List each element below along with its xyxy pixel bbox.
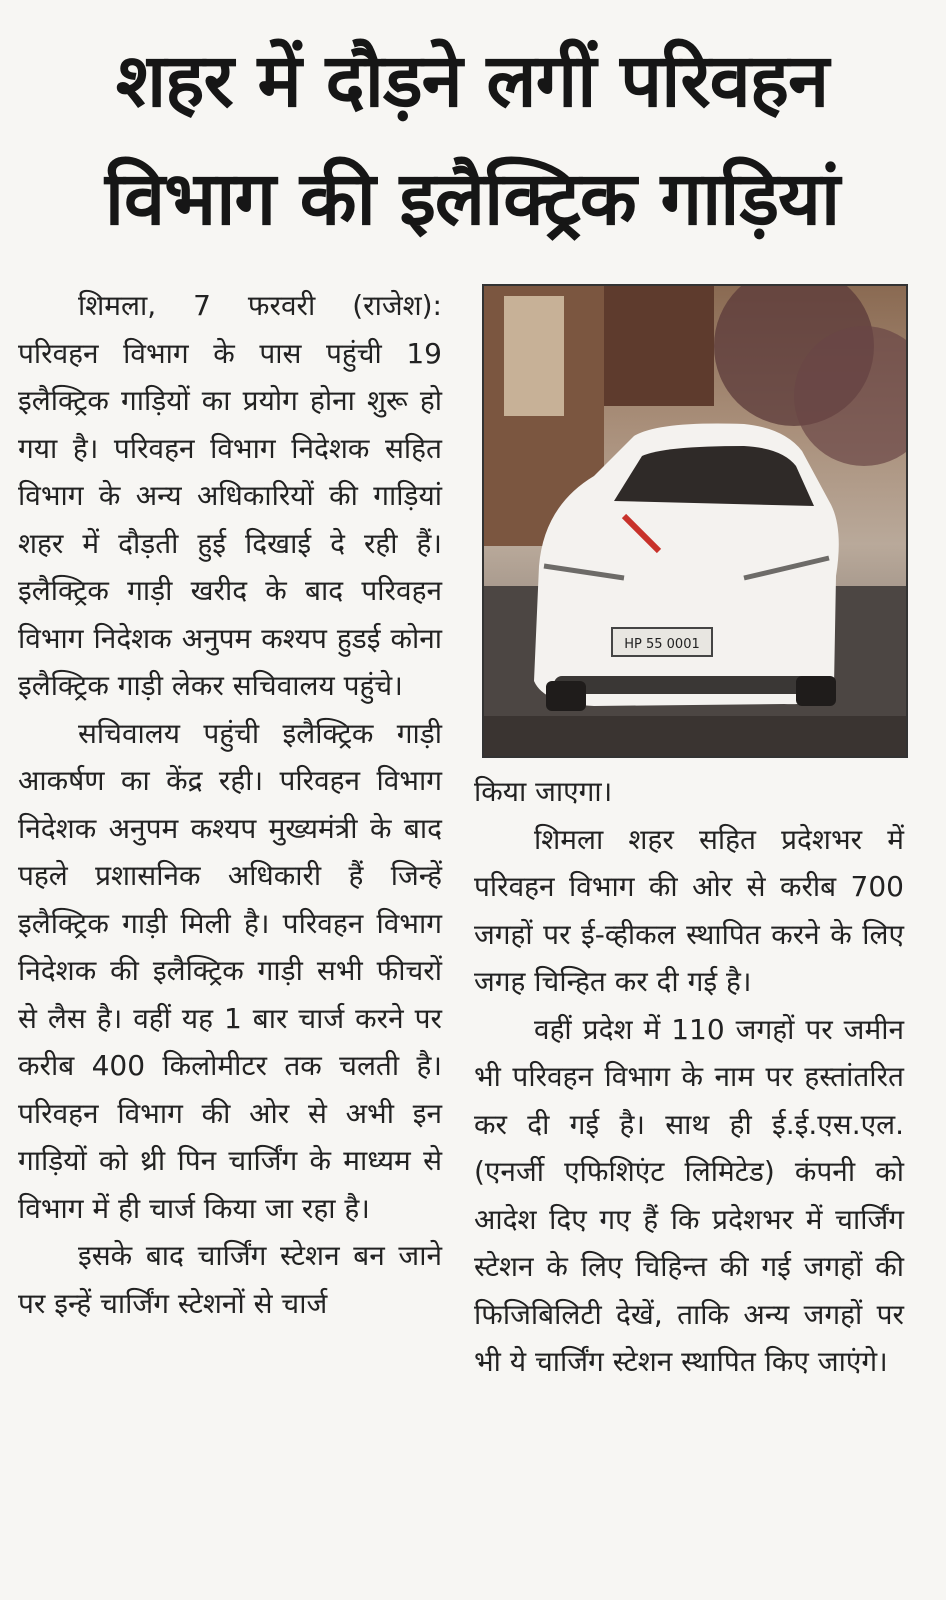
- paragraph-1-text: परिवहन विभाग के पास पहुंची 19 इलैक्ट्रिक गाड़ियों का प्रयोग होना शुरू हो गया है। परिवहन विभाग निदेशक सहित विभाग के अन्य अधिकारियों की गाड़ियां शहर में दौड़ती हुई दिखाई दे रही हैं। इलैक्ट्रिक गाड़ी खरीद के बाद परिवहन विभाग निदेशक अनुपम कश्यप हुडई कोना इलैक्ट्रिक गाड़ी लेकर सचिवालय पहुंचे।: [18, 336, 442, 702]
- article-paragraph-1: [18, 282, 442, 710]
- headline: [16, 22, 928, 258]
- wheel-left: [546, 681, 586, 711]
- headline-line-1: शहर में दौड़ने लगीं परिवहन: [115, 38, 829, 124]
- article-paragraph-5: वहीं प्रदेश में 110 जगहों पर जमीन भी परिवहन विभाग के नाम पर हस्तांतरित कर दी गई है। साथ ही ई.ई.एस.एल.(एनर्जी एफिशिएंट लिमिटेड) कंपनी को आदेश दिए गए हैं कि प्रदेशभर में चार्जिंग स्टेशन के लिए चिहिन्त की गई जगहों की फिजिबिलिटी देखें, ताकि अन्य जगहों पर भी ये चार्जिंग स्टेशन स्थापित किए जाएंगे।: [474, 1012, 904, 1378]
- headline-line-2: विभाग की इलैक्ट्रिक गाड़ियां: [104, 156, 840, 242]
- dateline: शिमला, 7 फरवरी (राजेश):: [78, 289, 442, 322]
- article-paragraph-3-continued: किया जाएगा।: [474, 775, 613, 808]
- article-column-left: [18, 282, 442, 1327]
- article-paragraph-4: शिमला शहर सहित प्रदेशभर में परिवहन विभाग की ओर से करीब 700 जगहों पर ई-व्हीकल स्थापित करने के लिए जगह चिन्हित कर दी गई है।: [474, 822, 904, 998]
- car-illustration: [484, 286, 906, 756]
- road-shadow: [484, 716, 906, 756]
- article-column-right: [474, 768, 904, 1386]
- plate-text: HP 55 0001: [624, 637, 700, 652]
- building-window: [504, 296, 564, 416]
- wheel-right: [796, 676, 836, 706]
- electric-car-photo: [482, 284, 908, 758]
- building-dark: [604, 286, 714, 406]
- bumper: [554, 676, 824, 694]
- article-paragraph-2: सचिवालय पहुंची इलैक्ट्रिक गाड़ी आकर्षण का केंद्र रही। परिवहन विभाग निदेशक अनुपम कश्यप मुख्यमंत्री के बाद पहले प्रशासनिक अधिकारी हैं जिन्हें इलैक्ट्रिक गाड़ी मिली है। परिवहन विभाग निदेशक की इलैक्ट्रिक गाड़ी सभी फीचरों से लैस है। वहीं यह 1 बार चार्ज करने पर करीब 400 किलोमीटर तक चलती है। परिवहन विभाग की ओर से अभी इन गाड़ियों को थ्री पिन चार्जिंग के माध्यम से विभाग में ही चार्ज किया जा रहा है।: [18, 716, 442, 1225]
- article-paragraph-3: इसके बाद चार्जिंग स्टेशन बन जाने पर इन्हें चार्जिंग स्टेशनों से चार्ज: [18, 1239, 442, 1320]
